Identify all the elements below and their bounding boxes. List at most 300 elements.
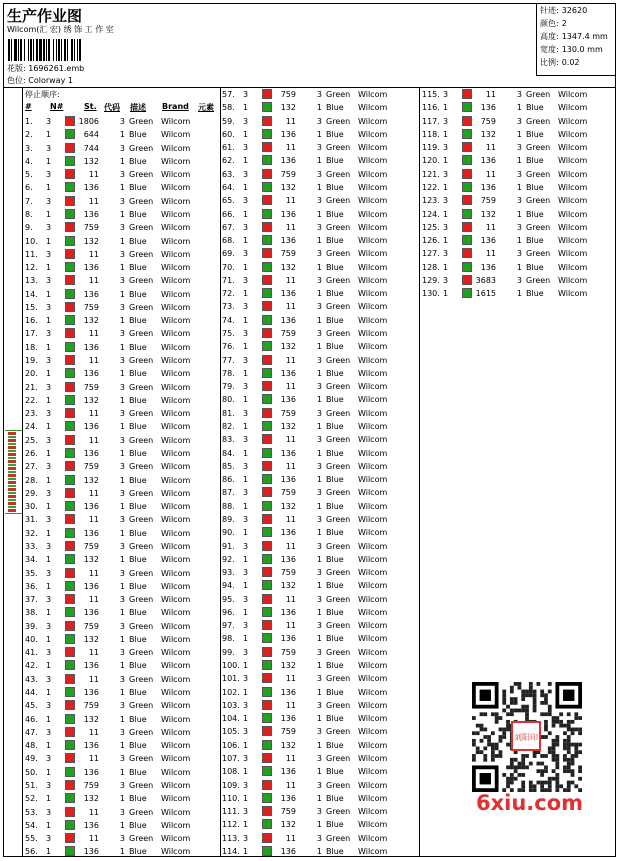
color-swatch xyxy=(262,660,272,670)
color-swatch xyxy=(262,527,272,537)
stop-row xyxy=(222,101,417,114)
stop-number: 38. xyxy=(25,608,38,618)
stitch-count: 11 xyxy=(88,807,99,817)
stop-number: 122. xyxy=(422,182,440,192)
color-code: 1 xyxy=(119,581,125,591)
stitch-count: 136 xyxy=(280,607,296,617)
stop-number: 14. xyxy=(25,289,38,299)
stop-row xyxy=(25,713,220,726)
stop-number: 40. xyxy=(25,634,38,644)
color-description: Blue xyxy=(326,315,344,325)
stop-number: 5. xyxy=(25,170,33,180)
color-swatch xyxy=(65,740,75,750)
color-code: 1 xyxy=(119,422,125,432)
stat-row xyxy=(540,30,616,43)
stop-number: 60. xyxy=(222,129,235,139)
color-code: 3 xyxy=(119,117,125,126)
color-code: 1 xyxy=(316,448,322,458)
color-description: Blue xyxy=(129,156,147,166)
needle-number: 1 xyxy=(46,130,52,140)
stop-number: 21. xyxy=(25,382,38,392)
color-swatch xyxy=(262,713,272,723)
color-swatch xyxy=(65,528,75,538)
brand: Wilcom xyxy=(161,661,191,671)
brand: Wilcom xyxy=(358,541,388,551)
color-description: Blue xyxy=(129,422,147,432)
stitch-count: 11 xyxy=(485,143,496,153)
color-description: Blue xyxy=(526,103,544,113)
stop-row xyxy=(222,832,417,845)
stitch-count: 11 xyxy=(285,382,296,392)
color-swatch xyxy=(262,740,272,750)
stop-row xyxy=(25,474,220,487)
color-description: Blue xyxy=(129,767,147,777)
color-swatch xyxy=(262,501,272,511)
color-description: Blue xyxy=(129,130,147,140)
brand: Wilcom xyxy=(161,170,191,180)
color-swatch xyxy=(65,236,75,246)
brand: Wilcom xyxy=(358,329,388,339)
color-code: 3 xyxy=(316,382,322,392)
stop-row xyxy=(222,553,417,566)
brand: Wilcom xyxy=(358,315,388,325)
stop-row xyxy=(222,115,417,128)
color-code: 1 xyxy=(316,528,322,538)
stats-panel xyxy=(536,3,616,76)
color-swatch xyxy=(262,169,272,179)
brand: Wilcom xyxy=(558,249,588,259)
stitch-count: 11 xyxy=(88,356,99,366)
needle-number: 1 xyxy=(46,794,52,804)
stop-row xyxy=(25,407,220,420)
stitch-count: 136 xyxy=(83,183,99,193)
stop-number: 100. xyxy=(222,661,240,671)
stop-row xyxy=(422,128,617,141)
stitch-count: 759 xyxy=(280,169,296,179)
brand: Wilcom xyxy=(358,488,388,498)
stitch-count: 136 xyxy=(480,103,496,113)
stop-number: 106. xyxy=(222,740,240,750)
stop-number: 51. xyxy=(25,781,38,790)
brand: Wilcom xyxy=(358,222,388,232)
column-divider xyxy=(419,88,420,857)
stop-number: 89. xyxy=(222,514,235,524)
stitch-count: 11 xyxy=(285,116,296,126)
needle-number: 3 xyxy=(443,196,449,206)
needle-number: 1 xyxy=(46,555,52,565)
color-description: Green xyxy=(129,117,154,126)
stitch-count: 136 xyxy=(280,156,296,166)
color-description: Blue xyxy=(129,581,147,591)
stop-number: 37. xyxy=(25,595,38,605)
color-swatch xyxy=(462,222,472,232)
needle-number: 1 xyxy=(243,156,249,166)
stop-number: 12. xyxy=(25,263,38,273)
stop-number: 76. xyxy=(222,342,235,352)
stitch-count: 132 xyxy=(280,342,296,352)
color-code: 1 xyxy=(316,767,322,777)
color-swatch xyxy=(65,143,75,153)
stitch-count: 11 xyxy=(285,355,296,365)
stitch-count: 11 xyxy=(88,515,99,525)
color-description: Blue xyxy=(526,129,544,139)
brand: Wilcom xyxy=(558,169,588,179)
stop-row xyxy=(25,128,220,141)
color-description: Blue xyxy=(326,395,344,405)
stat-row xyxy=(540,17,616,30)
color-swatch xyxy=(65,581,75,591)
needle-number: 3 xyxy=(243,90,249,99)
needle-number: 3 xyxy=(243,514,249,524)
color-code: 1 xyxy=(316,634,322,644)
needle-number: 1 xyxy=(443,236,449,246)
stop-row xyxy=(222,433,417,446)
stop-row xyxy=(222,327,417,340)
color-swatch xyxy=(262,687,272,697)
stop-number: 87. xyxy=(222,488,235,498)
color-code: 1 xyxy=(119,767,125,777)
stitch-count: 11 xyxy=(88,648,99,658)
needle-number: 3 xyxy=(243,833,249,843)
brand: Wilcom xyxy=(161,608,191,618)
stop-number: 97. xyxy=(222,621,235,631)
color-swatch xyxy=(65,767,75,777)
stop-row xyxy=(422,88,617,101)
stop-row xyxy=(25,354,220,367)
color-swatch xyxy=(65,448,75,458)
stop-row xyxy=(222,779,417,792)
stop-row xyxy=(25,819,220,832)
color-description: Blue xyxy=(326,581,344,591)
brand: Wilcom xyxy=(358,634,388,644)
stitch-count: 136 xyxy=(83,209,99,219)
stitch-count: 132 xyxy=(280,262,296,272)
color-description: Blue xyxy=(526,156,544,166)
needle-number: 3 xyxy=(46,223,52,233)
stop-row xyxy=(25,327,220,340)
color-description: Green xyxy=(326,807,351,817)
color-code: 3 xyxy=(316,807,322,817)
stitch-count: 11 xyxy=(285,541,296,551)
color-code: 3 xyxy=(316,727,322,737)
color-code: 3 xyxy=(119,727,125,737)
qr-code xyxy=(472,682,582,792)
stop-number: 53. xyxy=(25,807,38,817)
needle-number: 1 xyxy=(243,342,249,352)
color-code: 3 xyxy=(516,196,522,206)
stitch-count: 11 xyxy=(88,249,99,259)
stop-row xyxy=(222,380,417,393)
color-swatch xyxy=(262,833,272,843)
needle-number: 1 xyxy=(46,528,52,538)
color-code: 1 xyxy=(516,289,522,299)
color-code: 3 xyxy=(119,568,125,578)
needle-number: 3 xyxy=(46,409,52,419)
color-swatch xyxy=(65,674,75,684)
stop-number: 1. xyxy=(25,117,33,126)
needle-number: 3 xyxy=(243,700,249,710)
brand: Wilcom xyxy=(161,621,191,631)
stitch-count: 11 xyxy=(285,275,296,285)
header-stitches: St. xyxy=(84,102,97,111)
needle-number: 3 xyxy=(243,222,249,232)
color-code: 1 xyxy=(516,156,522,166)
stop-number: 124. xyxy=(422,209,440,219)
stitch-count: 136 xyxy=(83,661,99,671)
needle-number: 1 xyxy=(46,263,52,273)
color-code: 3 xyxy=(316,647,322,657)
color-description: Green xyxy=(129,701,154,711)
color-description: Blue xyxy=(326,528,344,538)
brand: Wilcom xyxy=(358,236,388,246)
stop-number: 88. xyxy=(222,501,235,511)
stop-number: 92. xyxy=(222,554,235,564)
brand: Wilcom xyxy=(161,395,191,405)
stop-row xyxy=(222,486,417,499)
needle-number: 3 xyxy=(243,488,249,498)
color-code: 1 xyxy=(316,236,322,246)
color-description: Blue xyxy=(326,767,344,777)
needle-number: 1 xyxy=(243,634,249,644)
color-swatch xyxy=(262,142,272,152)
needle-number: 3 xyxy=(243,275,249,285)
brand: Wilcom xyxy=(161,475,191,485)
needle-number: 1 xyxy=(443,129,449,139)
stitch-count: 136 xyxy=(480,182,496,192)
color-code: 1 xyxy=(119,183,125,193)
brand: Wilcom xyxy=(558,236,588,246)
brand: Wilcom xyxy=(358,302,388,312)
needle-number: 1 xyxy=(243,501,249,511)
color-code: 1 xyxy=(316,156,322,166)
needle-number: 3 xyxy=(46,196,52,206)
color-description: Green xyxy=(326,754,351,763)
needle-number: 3 xyxy=(46,302,52,312)
stop-number: 113. xyxy=(222,833,240,843)
needle-number: 3 xyxy=(443,222,449,232)
needle-number: 1 xyxy=(243,289,249,299)
color-description: Blue xyxy=(129,369,147,379)
brand: Wilcom xyxy=(358,461,388,471)
brand: Wilcom xyxy=(161,263,191,273)
needle-number: 1 xyxy=(46,316,52,326)
stitch-count: 132 xyxy=(83,316,99,326)
stop-row xyxy=(222,646,417,659)
stop-row xyxy=(25,752,220,765)
stop-number: 63. xyxy=(222,169,235,179)
stop-row xyxy=(25,460,220,473)
brand: Wilcom xyxy=(358,780,388,790)
stop-row xyxy=(222,606,417,619)
needle-number: 3 xyxy=(46,781,52,790)
needle-number: 3 xyxy=(46,595,52,605)
stitch-count: 136 xyxy=(83,369,99,379)
stitch-count: 132 xyxy=(280,103,296,113)
color-description: Blue xyxy=(129,183,147,193)
stop-row xyxy=(222,712,417,725)
needle-number: 1 xyxy=(243,687,249,697)
stitch-count: 132 xyxy=(83,395,99,405)
stitch-count: 132 xyxy=(280,820,296,830)
brand: Wilcom xyxy=(161,820,191,830)
stitch-count: 11 xyxy=(88,727,99,737)
color-description: Blue xyxy=(326,289,344,299)
color-code: 1 xyxy=(516,236,522,246)
color-code: 3 xyxy=(119,329,125,339)
brand: Wilcom xyxy=(558,262,588,272)
color-description: Green xyxy=(326,169,351,179)
color-description: Green xyxy=(129,727,154,737)
stitch-count: 136 xyxy=(480,262,496,272)
color-description: Green xyxy=(326,143,351,153)
stop-row xyxy=(222,765,417,778)
color-code: 1 xyxy=(316,395,322,405)
brand: Wilcom xyxy=(161,834,191,844)
brand: Wilcom xyxy=(161,156,191,166)
brand: Wilcom xyxy=(358,182,388,192)
stop-number: 103. xyxy=(222,700,240,710)
stop-number: 112. xyxy=(222,820,240,830)
design-file: 1696261.emb xyxy=(28,64,85,73)
stop-row xyxy=(25,288,220,301)
color-description: Blue xyxy=(129,714,147,724)
stop-row xyxy=(222,473,417,486)
needle-number: 1 xyxy=(243,368,249,378)
color-code: 1 xyxy=(316,740,322,750)
stitch-count: 136 xyxy=(83,263,99,273)
stitch-count: 759 xyxy=(83,382,99,392)
stop-number: 59. xyxy=(222,116,235,126)
color-swatch xyxy=(262,633,272,643)
needle-number: 3 xyxy=(243,754,249,763)
color-swatch xyxy=(262,793,272,803)
needle-number: 1 xyxy=(46,449,52,458)
color-code: 3 xyxy=(316,568,322,578)
brand: Wilcom xyxy=(358,156,388,166)
stop-number: 130. xyxy=(422,289,440,299)
stitch-count: 759 xyxy=(280,807,296,817)
stop-number: 74. xyxy=(222,315,235,325)
color-code: 3 xyxy=(316,514,322,524)
needle-number: 1 xyxy=(243,395,249,405)
brand: Wilcom xyxy=(161,714,191,724)
color-code: 3 xyxy=(119,249,125,259)
color-swatch xyxy=(65,315,75,325)
color-code: 3 xyxy=(316,90,322,99)
color-code: 1 xyxy=(316,368,322,378)
brand: Wilcom xyxy=(358,767,388,777)
color-description: Green xyxy=(326,727,351,737)
color-swatch xyxy=(462,102,472,112)
stitch-count: 132 xyxy=(280,661,296,671)
brand: Wilcom xyxy=(161,488,191,498)
stitch-count: 759 xyxy=(480,196,496,206)
color-code: 1 xyxy=(119,263,125,273)
stop-number: 77. xyxy=(222,355,235,365)
stop-number: 86. xyxy=(222,475,235,485)
brand: Wilcom xyxy=(161,528,191,538)
stitch-count: 759 xyxy=(280,488,296,498)
color-description: Blue xyxy=(129,263,147,273)
needle-number: 1 xyxy=(443,262,449,272)
stitch-count: 759 xyxy=(280,727,296,737)
brand: Wilcom xyxy=(161,847,191,857)
brand: Wilcom xyxy=(358,846,388,856)
stop-number: 85. xyxy=(222,461,235,471)
stop-number: 18. xyxy=(25,342,38,352)
stop-row xyxy=(222,752,417,765)
stop-row xyxy=(25,394,220,407)
needle-number: 1 xyxy=(46,661,52,671)
color-code: 1 xyxy=(119,820,125,830)
color-description: Blue xyxy=(129,820,147,830)
stitch-count: 132 xyxy=(83,634,99,644)
color-code: 3 xyxy=(316,196,322,206)
color-swatch xyxy=(65,807,75,817)
color-swatch xyxy=(65,793,75,803)
stitch-count: 132 xyxy=(480,129,496,139)
color-description: Blue xyxy=(129,634,147,644)
brand: Wilcom xyxy=(358,129,388,139)
needle-number: 1 xyxy=(243,581,249,591)
stop-row xyxy=(25,314,220,327)
brand: Wilcom xyxy=(558,275,588,285)
color-swatch xyxy=(262,461,272,471)
color-code: 1 xyxy=(316,289,322,299)
stop-row xyxy=(222,447,417,460)
color-swatch xyxy=(65,514,75,524)
needle-number: 1 xyxy=(46,209,52,219)
stitch-count: 11 xyxy=(285,461,296,471)
brand: Wilcom xyxy=(161,515,191,525)
stitch-count: 136 xyxy=(83,767,99,777)
colorway-value: Colorway 1 xyxy=(28,76,73,85)
brand: Wilcom xyxy=(558,222,588,232)
color-description: Green xyxy=(526,275,551,285)
color-swatch xyxy=(262,846,272,856)
stop-row xyxy=(222,792,417,805)
stop-number: 6. xyxy=(25,183,33,193)
brand: Wilcom xyxy=(358,807,388,817)
color-code: 3 xyxy=(119,515,125,525)
brand: Wilcom xyxy=(161,342,191,352)
color-swatch xyxy=(65,647,75,657)
color-description: Blue xyxy=(129,342,147,352)
color-code: 3 xyxy=(119,356,125,366)
stop-number: 120. xyxy=(422,156,440,166)
header-brand: Brand xyxy=(162,102,189,111)
brand: Wilcom xyxy=(558,156,588,166)
brand: Wilcom xyxy=(161,754,191,764)
brand: Wilcom xyxy=(161,223,191,233)
color-description: Green xyxy=(326,568,351,578)
color-code: 3 xyxy=(119,382,125,392)
stop-row xyxy=(222,88,417,101)
stop-row xyxy=(25,766,220,779)
color-code: 3 xyxy=(119,595,125,605)
stop-number: 11. xyxy=(25,249,38,259)
stop-number: 75. xyxy=(222,329,235,339)
stop-number: 24. xyxy=(25,422,38,432)
color-code: 1 xyxy=(316,182,322,192)
stop-row xyxy=(222,579,417,592)
color-code: 3 xyxy=(119,435,125,445)
stitch-count: 136 xyxy=(280,793,296,803)
color-description: Green xyxy=(326,355,351,365)
color-swatch xyxy=(262,381,272,391)
color-swatch xyxy=(262,209,272,219)
color-description: Green xyxy=(129,781,154,790)
